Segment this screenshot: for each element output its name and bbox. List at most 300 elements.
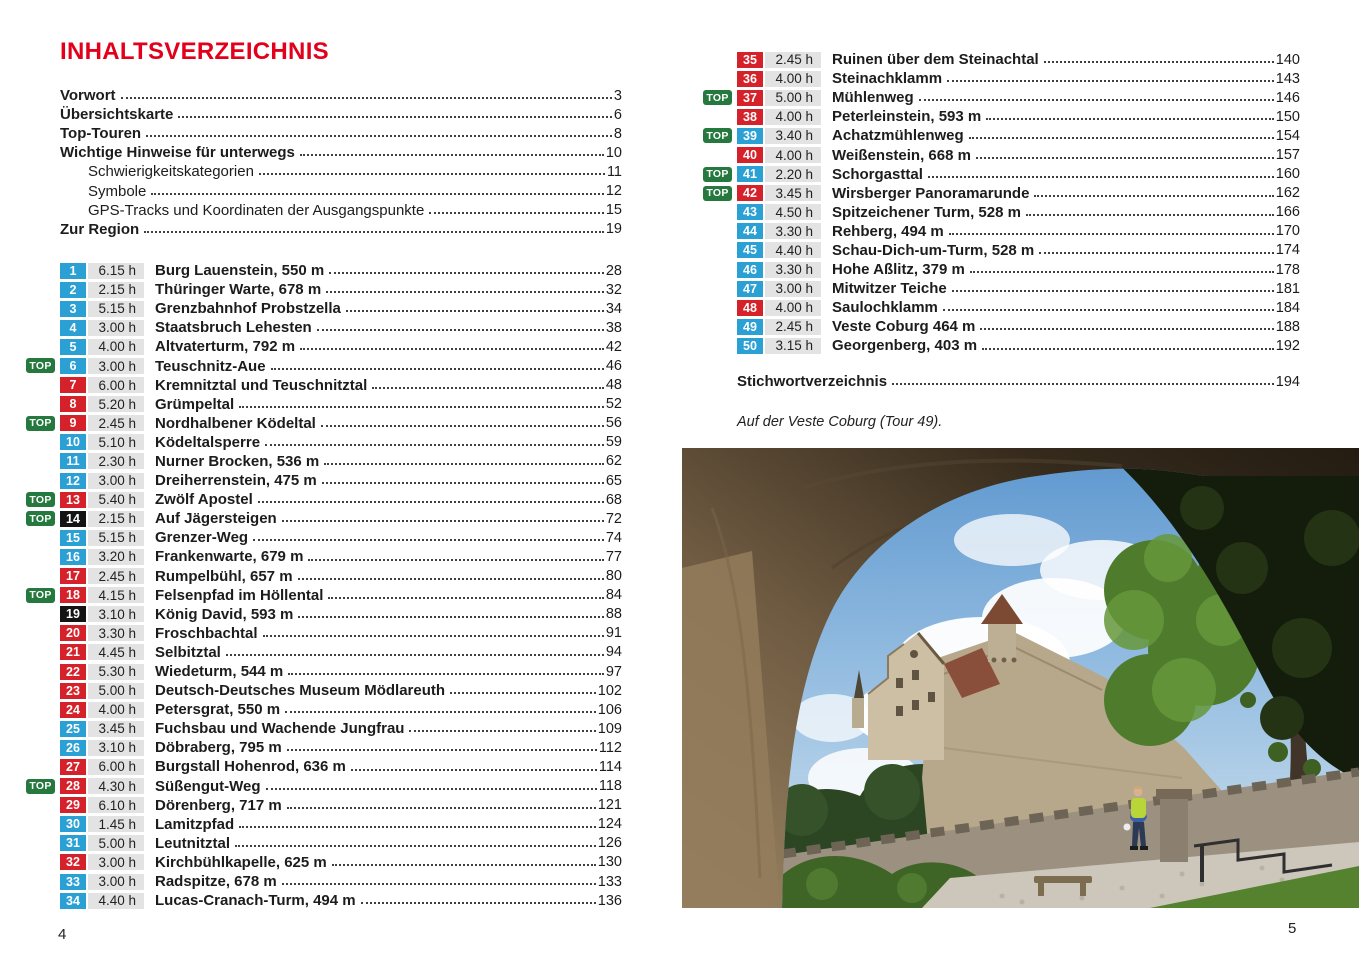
tour-number-badge: 48	[737, 300, 763, 316]
tour-entry	[737, 260, 1300, 279]
dot-leader	[266, 788, 597, 790]
dot-leader	[919, 99, 1274, 101]
toc-entry-label: Vorwort	[60, 87, 116, 105]
tour-number-badge: 13	[60, 492, 86, 508]
page-title: INHALTSVERZEICHNIS	[60, 38, 329, 65]
tour-page-number: 140	[1275, 51, 1300, 68]
tour-number-badge: 40	[737, 147, 763, 163]
tour-page-number: 56	[605, 415, 622, 432]
tour-number-badge: 22	[60, 664, 86, 680]
dot-leader	[308, 559, 603, 561]
tour-page-number: 91	[605, 625, 622, 642]
tour-name: Radspitze, 678 m	[155, 873, 277, 891]
tour-entry	[60, 547, 622, 566]
tour-entry	[60, 337, 622, 356]
tour-name: Petersgrat, 550 m	[155, 701, 281, 719]
tour-page-number: 102	[597, 682, 622, 699]
tour-page-number: 28	[605, 262, 622, 279]
tour-name: Teuschnitz-Aue	[155, 357, 266, 375]
dot-leader	[287, 749, 597, 751]
tour-duration: 4.40 h	[88, 893, 144, 909]
tour-number-badge: 17	[60, 568, 86, 584]
tour-number-badge: 38	[737, 109, 763, 125]
tour-page-number: 62	[605, 453, 622, 470]
dot-leader	[263, 635, 604, 637]
tour-number-badge: 25	[60, 721, 86, 737]
toc-entry	[60, 86, 622, 105]
top-badge: TOP	[703, 167, 732, 182]
tour-duration: 4.00 h	[88, 702, 144, 718]
tour-page-number: 80	[605, 568, 622, 585]
tour-number-badge: 9	[60, 415, 86, 431]
tour-page-number: 94	[605, 644, 622, 661]
top-badge: TOP	[26, 511, 55, 526]
tour-entry	[60, 624, 622, 643]
tour-name: Thüringer Warte, 678 m	[155, 281, 322, 299]
toc-entry	[60, 105, 622, 124]
tour-name: Grenzbahnhof Probstzella	[155, 300, 341, 318]
tour-duration: 3.40 h	[765, 128, 821, 144]
photo-caption: Auf der Veste Coburg (Tour 49).	[737, 414, 943, 430]
toc-entry-label: Symbole	[88, 182, 147, 200]
tour-entry	[60, 280, 622, 299]
dot-leader	[144, 231, 604, 233]
tour-duration: 2.45 h	[88, 415, 144, 431]
dot-leader	[326, 291, 604, 293]
tour-name: Auf Jägersteigen	[155, 510, 277, 528]
tour-name: Burgstall Hohenrod, 636 m	[155, 758, 346, 776]
tour-duration: 4.00 h	[765, 109, 821, 125]
toc-entry-label: Wichtige Hinweise für unterwegs	[60, 144, 295, 162]
dot-leader	[892, 383, 1274, 385]
tour-number-badge: 50	[737, 338, 763, 354]
tour-page-number: 184	[1275, 299, 1300, 316]
tour-page-number: 160	[1275, 166, 1300, 183]
dot-leader	[235, 845, 596, 847]
toc-entry	[60, 181, 622, 200]
dot-leader	[372, 387, 604, 389]
dot-leader	[253, 539, 604, 541]
dot-leader	[1039, 252, 1274, 254]
dot-leader	[282, 883, 596, 885]
tour-number-badge: 6	[60, 358, 86, 374]
tour-duration: 4.00 h	[88, 339, 144, 355]
dot-leader	[322, 482, 604, 484]
tour-entry	[29, 509, 622, 528]
tour-name: Dreiherrenstein, 475 m	[155, 472, 317, 490]
tour-number-badge: 7	[60, 377, 86, 393]
dot-leader	[976, 157, 1274, 159]
top-badge: TOP	[26, 779, 55, 794]
tour-page-number: 133	[597, 873, 622, 890]
tour-name: Rumpelbühl, 657 m	[155, 567, 293, 585]
tour-name: Felsenpfad im Höllental	[155, 586, 324, 604]
tour-duration: 3.15 h	[765, 338, 821, 354]
tour-entry	[737, 203, 1300, 222]
toc-entry-label: Zur Region	[60, 220, 140, 238]
tour-list-right	[706, 50, 1300, 356]
tour-page-number: 121	[597, 797, 622, 814]
tour-name: Kirchbühlkapelle, 625 m	[155, 853, 327, 871]
tour-page-number: 106	[597, 701, 622, 718]
tour-number-badge: 28	[60, 778, 86, 794]
tour-entry	[60, 719, 622, 738]
toc-entry-page-number: 8	[613, 125, 622, 142]
tour-entry	[60, 662, 622, 681]
tour-entry	[29, 586, 622, 605]
dot-leader	[982, 348, 1274, 350]
tour-entry	[737, 298, 1300, 317]
toc-entry-page-number: 6	[613, 106, 622, 123]
toc-entry-page-number: 15	[605, 202, 622, 219]
index-entry	[737, 372, 1300, 391]
tour-entry	[60, 834, 622, 853]
tour-entry	[737, 336, 1300, 355]
tour-page-number: 166	[1275, 204, 1300, 221]
dot-leader	[1044, 61, 1274, 63]
tour-page-number: 124	[597, 816, 622, 833]
tour-entry	[60, 567, 622, 586]
tour-duration: 3.10 h	[88, 606, 144, 622]
tour-name: Weißenstein, 668 m	[832, 146, 971, 164]
dot-leader	[285, 711, 596, 713]
toc-entry	[60, 201, 622, 220]
tour-entry	[29, 490, 622, 509]
tour-page-number: 48	[605, 377, 622, 394]
tour-entry	[60, 853, 622, 872]
tour-number-badge: 4	[60, 320, 86, 336]
dot-leader	[298, 578, 604, 580]
dot-leader	[969, 137, 1274, 139]
dot-leader	[300, 348, 604, 350]
tour-duration: 4.00 h	[765, 71, 821, 87]
toc-entry-label: Übersichtskarte	[60, 106, 174, 124]
dot-leader	[947, 80, 1274, 82]
tour-duration: 3.00 h	[88, 473, 144, 489]
tour-name: Fuchsbau und Wachende Jungfrau	[155, 720, 405, 738]
dot-leader	[282, 520, 604, 522]
tour-name: Froschbachtal	[155, 624, 258, 642]
toc-entry	[60, 220, 622, 239]
dot-leader	[351, 769, 597, 771]
dot-leader	[121, 97, 612, 99]
tour-number-badge: 35	[737, 52, 763, 68]
toc-entry-page-number: 10	[605, 144, 622, 161]
tour-entry	[60, 605, 622, 624]
tour-page-number: 146	[1275, 89, 1300, 106]
front-matter-list	[60, 86, 622, 239]
tour-duration: 2.30 h	[88, 453, 144, 469]
dot-leader	[980, 328, 1273, 330]
toc-entry-page-number: 11	[606, 163, 622, 180]
tour-duration: 4.40 h	[765, 242, 821, 258]
tour-duration: 5.00 h	[88, 835, 144, 851]
tour-page-number: 178	[1275, 261, 1300, 278]
tour-number-badge: 21	[60, 644, 86, 660]
tour-duration: 3.45 h	[765, 185, 821, 201]
tour-duration: 5.00 h	[88, 683, 144, 699]
tour-number-badge: 39	[737, 128, 763, 144]
tour-duration: 4.45 h	[88, 644, 144, 660]
tour-entry	[737, 69, 1300, 88]
tour-number-badge: 27	[60, 759, 86, 775]
dot-leader	[952, 290, 1274, 292]
dot-leader	[321, 425, 604, 427]
top-badge: TOP	[26, 588, 55, 603]
tour-number-badge: 44	[737, 223, 763, 239]
tour-number-badge: 12	[60, 473, 86, 489]
dot-leader	[239, 826, 596, 828]
toc-entry-page-number: 3	[613, 87, 622, 104]
tour-name: Schau-Dich-um-Turm, 528 m	[832, 241, 1035, 259]
tour-duration: 2.45 h	[765, 319, 821, 335]
toc-entry	[60, 143, 622, 162]
tour-name: Ruinen über dem Steinachtal	[832, 51, 1039, 69]
tour-page-number: 68	[605, 491, 622, 508]
tour-page-number: 188	[1275, 318, 1300, 335]
tour-duration: 3.30 h	[765, 262, 821, 278]
tour-number-badge: 8	[60, 396, 86, 412]
tour-number-badge: 11	[60, 453, 86, 469]
tour-number-badge: 1	[60, 263, 86, 279]
tour-duration: 3.10 h	[88, 740, 144, 756]
dot-leader	[928, 176, 1274, 178]
tour-name: Süßengut-Weg	[155, 777, 261, 795]
page-number-left: 4	[58, 926, 67, 943]
tour-number-badge: 49	[737, 319, 763, 335]
dot-leader	[239, 406, 604, 408]
tour-entry	[60, 643, 622, 662]
tour-name: Grümpeltal	[155, 395, 235, 413]
tour-entry	[60, 681, 622, 700]
tour-name: Wiedeturm, 544 m	[155, 663, 284, 681]
tour-name: Dörenberg, 717 m	[155, 796, 282, 814]
tour-name: Hohe Aßlitz, 379 m	[832, 261, 965, 279]
top-badge: TOP	[703, 90, 732, 105]
dot-leader	[226, 654, 604, 656]
tour-page-number: 112	[598, 739, 622, 756]
toc-entry	[60, 162, 622, 181]
tour-duration: 3.00 h	[88, 358, 144, 374]
tour-number-badge: 19	[60, 606, 86, 622]
tour-duration: 4.00 h	[765, 300, 821, 316]
dot-leader	[409, 730, 595, 732]
tour-entry	[60, 299, 622, 318]
dot-leader	[1034, 195, 1273, 197]
tour-page-number: 192	[1275, 337, 1300, 354]
index-label: Stichwortverzeichnis	[737, 373, 888, 391]
dot-leader	[265, 444, 604, 446]
tour-name: Burg Lauenstein, 550 m	[155, 262, 325, 280]
tour-page-number: 181	[1275, 280, 1300, 297]
tour-name: Steinachklamm	[832, 70, 943, 88]
tour-name: Döbraberg, 795 m	[155, 739, 282, 757]
tour-entry	[60, 757, 622, 776]
tour-name: Saulochklamm	[832, 299, 938, 317]
tour-entry	[737, 50, 1300, 69]
tour-duration: 4.00 h	[765, 147, 821, 163]
tour-duration: 3.20 h	[88, 549, 144, 565]
tour-duration: 3.00 h	[88, 854, 144, 870]
tour-name: Nordhalbener Ködeltal	[155, 414, 316, 432]
dot-leader	[986, 118, 1274, 120]
tour-number-badge: 10	[60, 434, 86, 450]
tour-number-badge: 45	[737, 242, 763, 258]
tour-number-badge: 24	[60, 702, 86, 718]
tour-page-number: 143	[1275, 70, 1300, 87]
tour-number-badge: 43	[737, 204, 763, 220]
tour-duration: 3.00 h	[88, 320, 144, 336]
dot-leader	[258, 501, 604, 503]
tour-page-number: 109	[597, 720, 622, 737]
dot-leader	[317, 329, 604, 331]
dot-leader	[429, 212, 604, 214]
tour-list-left	[29, 261, 622, 910]
page-number-right: 5	[1288, 920, 1297, 937]
tour-entry	[737, 222, 1300, 241]
tour-duration: 5.15 h	[88, 301, 144, 317]
tour-duration: 5.40 h	[88, 492, 144, 508]
tour-entry	[60, 738, 622, 757]
tour-name: Selbitztal	[155, 643, 221, 661]
tour-page-number: 126	[597, 835, 622, 852]
tour-duration: 5.30 h	[88, 664, 144, 680]
tour-number-badge: 31	[60, 835, 86, 851]
tour-duration: 3.30 h	[88, 625, 144, 641]
top-badge: TOP	[26, 358, 55, 373]
tour-duration: 6.00 h	[88, 377, 144, 393]
tour-duration: 6.15 h	[88, 263, 144, 279]
tour-page-number: 32	[605, 281, 622, 298]
tour-number-badge: 41	[737, 166, 763, 182]
dot-leader	[288, 673, 604, 675]
tour-number-badge: 36	[737, 71, 763, 87]
tour-entry	[29, 777, 622, 796]
dot-leader	[332, 864, 596, 866]
tour-duration: 2.20 h	[765, 166, 821, 182]
tour-name: Lamitzpfad	[155, 815, 235, 833]
tour-duration: 3.00 h	[765, 281, 821, 297]
tour-entry	[60, 452, 622, 471]
top-badge: TOP	[26, 492, 55, 507]
tour-page-number: 46	[605, 358, 622, 375]
tour-number-badge: 47	[737, 281, 763, 297]
tour-duration: 5.15 h	[88, 530, 144, 546]
tour-entry	[60, 433, 622, 452]
dot-leader	[450, 692, 596, 694]
tour-name: Altvaterturm, 792 m	[155, 338, 296, 356]
tour-number-badge: 16	[60, 549, 86, 565]
tour-page-number: 72	[605, 510, 622, 527]
dot-leader	[178, 116, 612, 118]
tour-page-number: 59	[605, 434, 622, 451]
tour-name: Deutsch-Deutsches Museum Mödlareuth	[155, 682, 446, 700]
dot-leader	[298, 616, 603, 618]
tour-duration: 3.00 h	[88, 874, 144, 890]
tour-page-number: 38	[605, 319, 622, 336]
toc-entry-label: Schwierigkeitskategorien	[88, 163, 254, 181]
tour-page-number: 154	[1275, 127, 1300, 144]
tour-entry	[706, 165, 1300, 184]
dot-leader	[1026, 214, 1274, 216]
tour-name: Staatsbruch Lehesten	[155, 319, 312, 337]
tour-page-number: 174	[1275, 242, 1300, 259]
tour-page-number: 118	[598, 778, 622, 795]
tour-number-badge: 18	[60, 587, 86, 603]
index-page-number: 194	[1275, 373, 1300, 390]
tour-name: Leutnitztal	[155, 834, 230, 852]
tour-number-badge: 32	[60, 854, 86, 870]
tour-entry	[60, 796, 622, 815]
tour-page-number: 84	[605, 587, 622, 604]
tour-entry	[706, 184, 1300, 203]
tour-number-badge: 42	[737, 185, 763, 201]
dot-leader	[328, 597, 603, 599]
tour-number-badge: 15	[60, 530, 86, 546]
tour-name: Ködeltalsperre	[155, 433, 261, 451]
tour-number-badge: 46	[737, 262, 763, 278]
tour-entry	[706, 126, 1300, 145]
tour-entry	[60, 700, 622, 719]
tour-page-number: 52	[605, 396, 622, 413]
tour-duration: 5.00 h	[765, 90, 821, 106]
tour-page-number: 150	[1275, 108, 1300, 125]
tour-duration: 2.45 h	[88, 568, 144, 584]
tour-duration: 3.30 h	[765, 223, 821, 239]
tour-number-badge: 37	[737, 90, 763, 106]
dot-leader	[329, 272, 604, 274]
tour-name: Nurner Brocken, 536 m	[155, 452, 320, 470]
tour-number-badge: 2	[60, 282, 86, 298]
tour-duration: 6.00 h	[88, 759, 144, 775]
tour-duration: 5.20 h	[88, 396, 144, 412]
tour-entry	[60, 395, 622, 414]
tour-entry	[737, 241, 1300, 260]
tour-duration: 4.30 h	[88, 778, 144, 794]
dot-leader	[949, 233, 1274, 235]
tour-entry	[737, 145, 1300, 164]
tour-entry	[60, 261, 622, 280]
tour-name: Wirsberger Panoramarunde	[832, 184, 1030, 202]
tour-duration: 2.15 h	[88, 282, 144, 298]
tour-page-number: 65	[605, 472, 622, 489]
tour-page-number: 157	[1275, 147, 1300, 164]
toc-entry-label: Top-Touren	[60, 125, 142, 143]
tour-page-number: 114	[598, 758, 622, 775]
top-badge: TOP	[703, 128, 732, 143]
tour-entry	[706, 88, 1300, 107]
tour-page-number: 97	[605, 663, 622, 680]
tour-entry	[737, 279, 1300, 298]
tour-name: Zwölf Apostel	[155, 491, 253, 509]
dot-leader	[361, 902, 596, 904]
tour-name: Georgenberg, 403 m	[832, 337, 978, 355]
tour-page-number: 42	[605, 338, 622, 355]
tour-name: Kremnitztal und Teuschnitztal	[155, 376, 368, 394]
tour-page-number: 162	[1275, 185, 1300, 202]
tour-name: Mitwitzer Teiche	[832, 280, 947, 298]
tour-entry	[29, 414, 622, 433]
tour-page-number: 170	[1275, 223, 1300, 240]
toc-entry-page-number: 12	[605, 183, 622, 200]
tour-duration: 5.10 h	[88, 434, 144, 450]
tour-number-badge: 23	[60, 683, 86, 699]
dot-leader	[943, 309, 1274, 311]
tour-page-number: 130	[597, 854, 622, 871]
tour-name: Schorgasttal	[832, 165, 923, 183]
tour-duration: 2.45 h	[765, 52, 821, 68]
tour-duration: 2.15 h	[88, 511, 144, 527]
